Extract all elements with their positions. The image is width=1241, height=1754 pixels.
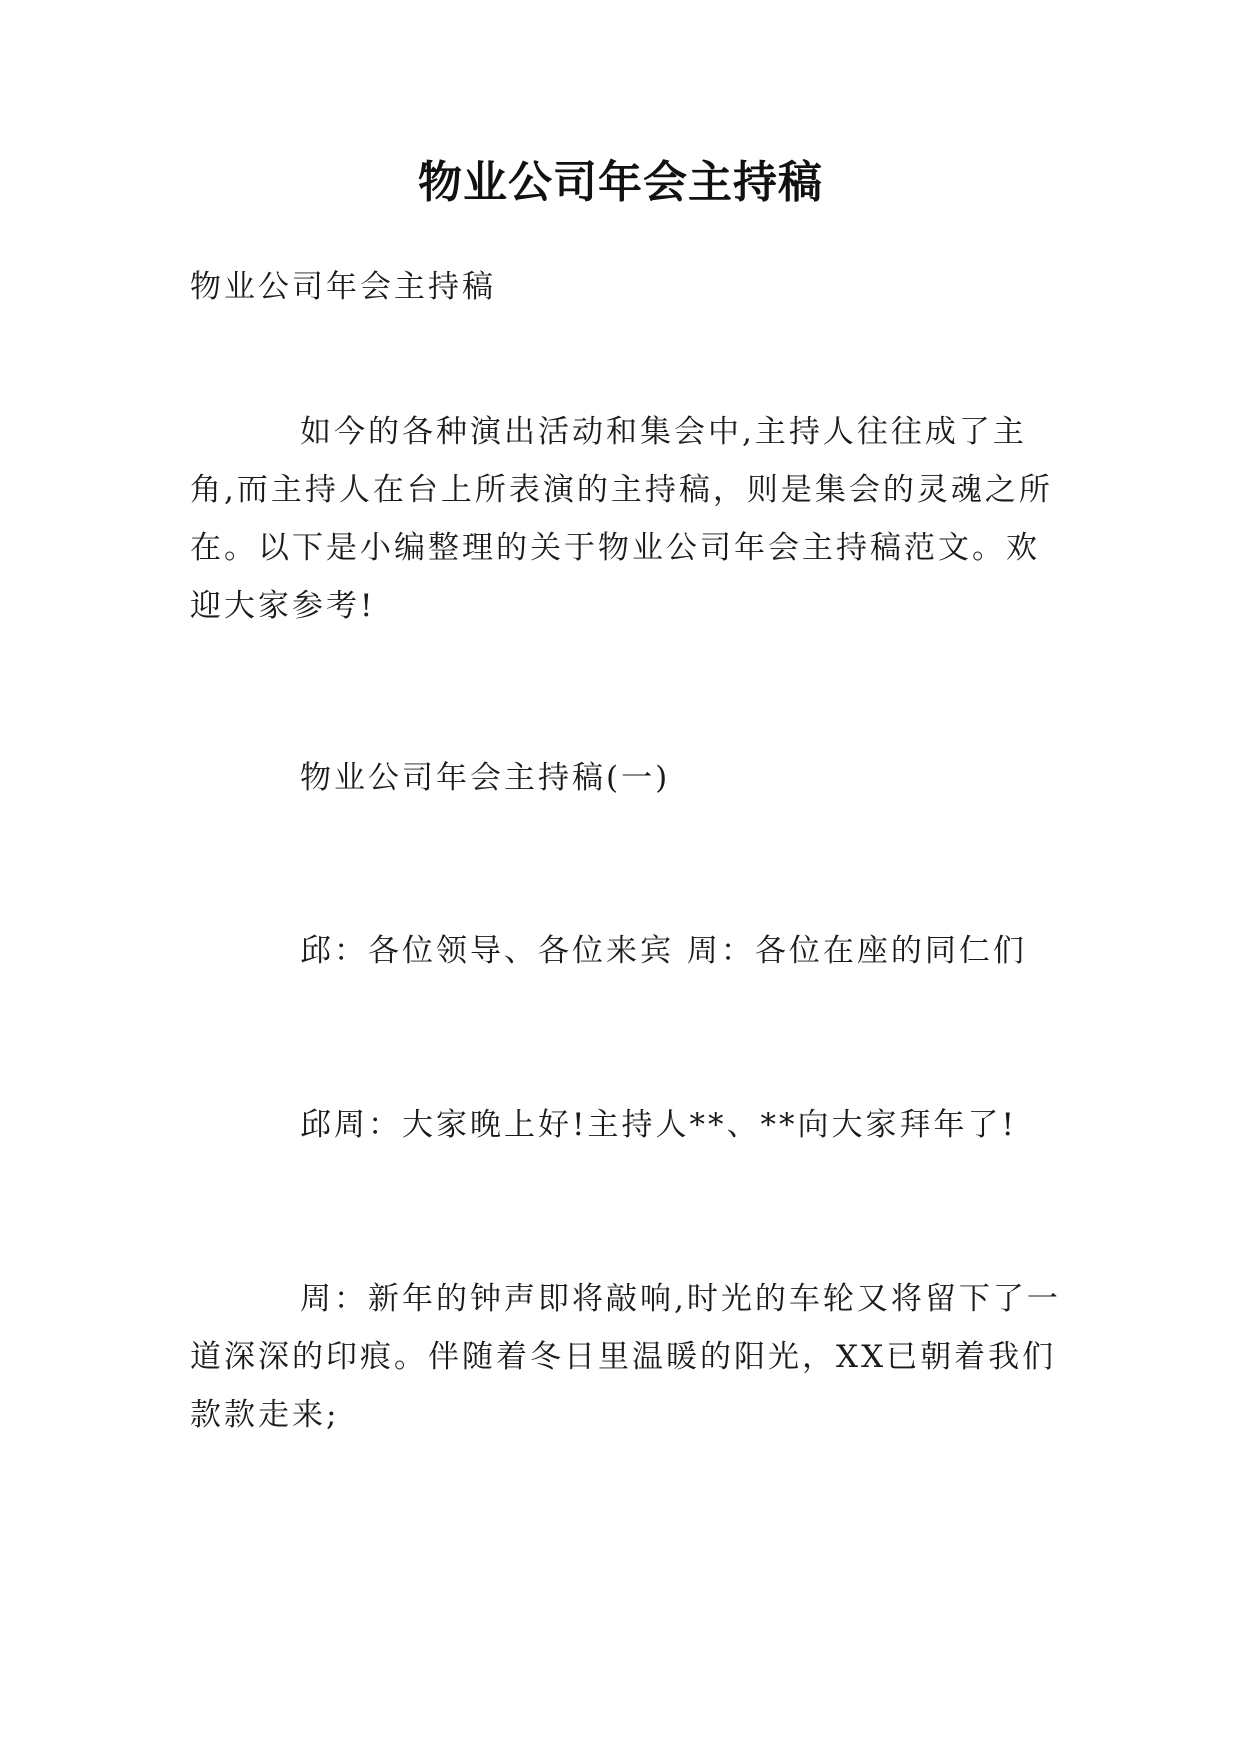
document-title: 物业公司年会主持稿 <box>418 157 823 208</box>
dialogue-line-1: 邱：各位领导、各位来宾 周：各位在座的同仁们 <box>300 933 1027 969</box>
intro-paragraph: 如今的各种演出活动和集会中,主持人往往成了主角,而主持人在台上所表演的主持稿，则是集会的灵魂之所在。以下是小编整理的关于物业公司年会主持稿范文。欢迎大家参考! <box>190 414 1053 624</box>
intro-heading: 物业公司年会主持稿 <box>190 269 496 305</box>
dialogue-line-2: 邱周：大家晚上好!主持人**、**向大家拜年了! <box>300 1107 1017 1143</box>
section-heading: 物业公司年会主持稿(一) <box>300 760 671 796</box>
dialogue-line-3: 周：新年的钟声即将敲响,时光的车轮又将留下了一道深深的印痕。伴随着冬日里温暖的阳光，XX已朝着我们款款走来; <box>190 1281 1061 1433</box>
